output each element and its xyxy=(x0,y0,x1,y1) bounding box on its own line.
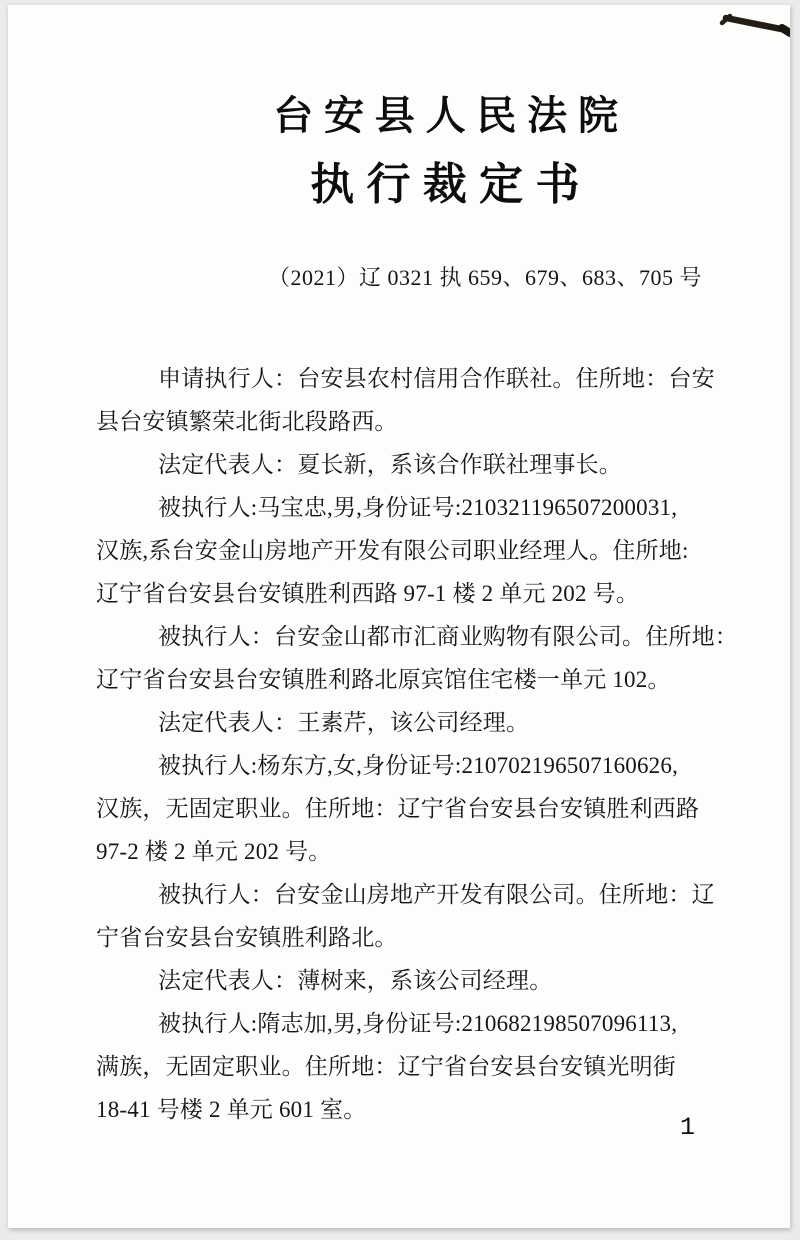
text-line: 满族，无固定职业。住所地：辽宁省台安县台安镇光明街 xyxy=(96,1054,676,1079)
case-number: （2021）辽 0321 执 659、679、683、705 号 xyxy=(267,265,702,290)
document-title: 执行裁定书 xyxy=(310,160,592,209)
staple-icon xyxy=(708,7,790,43)
paragraph xyxy=(96,1002,714,1131)
paragraph xyxy=(96,744,714,873)
court-name: 台安县人民法院 xyxy=(273,93,629,138)
text-line: 法定代表人：夏长新，系该合作联社理事长。 xyxy=(158,452,622,477)
text-line: 法定代表人：王素芹，该公司经理。 xyxy=(158,710,530,735)
text-line: 汉族，无固定职业。住所地：辽宁省台安县台安镇胜利西路 xyxy=(96,796,700,821)
paragraph xyxy=(96,615,738,701)
text-line: 宁省台安县台安镇胜利路北。 xyxy=(96,925,398,950)
text-line: 97-2 楼 2 单元 202 号。 xyxy=(96,839,332,864)
document-page xyxy=(8,5,790,1228)
text-line: 法定代表人：薄树来，系该公司经理。 xyxy=(158,968,553,993)
text-line: 被执行人：台安金山房地产开发有限公司。住所地：辽 xyxy=(158,882,715,907)
text-line: 被执行人:隋志加,男,身份证号:210682198507096113, xyxy=(158,1011,678,1036)
document-header xyxy=(60,91,790,213)
paragraph xyxy=(96,959,714,1002)
text-line: 被执行人：台安金山都市汇商业购物有限公司。住所地： xyxy=(158,624,738,649)
page-number: 1 xyxy=(680,1113,696,1142)
text-line: 被执行人:马宝忠,男,身份证号:210321196507200031, xyxy=(158,495,678,520)
text-line: 被执行人:杨东方,女,身份证号:210702196507160626, xyxy=(158,753,679,778)
paragraph xyxy=(96,357,714,443)
paragraph xyxy=(96,873,714,959)
text-line: 辽宁省台安县台安镇胜利路北原宾馆住宅楼一单元 102。 xyxy=(96,667,671,692)
text-line: 申请执行人：台安县农村信用合作联社。住所地：台安 xyxy=(158,366,715,391)
text-line: 18-41 号楼 2 单元 601 室。 xyxy=(96,1097,367,1122)
paragraph xyxy=(96,443,714,486)
text-line: 县台安镇繁荣北街北段路西。 xyxy=(96,409,398,434)
document-body xyxy=(96,357,738,1131)
text-line: 辽宁省台安县台安镇胜利西路 97-1 楼 2 单元 202 号。 xyxy=(96,581,640,606)
paragraph xyxy=(96,486,714,615)
paragraph xyxy=(96,701,714,744)
text-line: 汉族,系台安金山房地产开发有限公司职业经理人。住所地: xyxy=(96,538,689,563)
